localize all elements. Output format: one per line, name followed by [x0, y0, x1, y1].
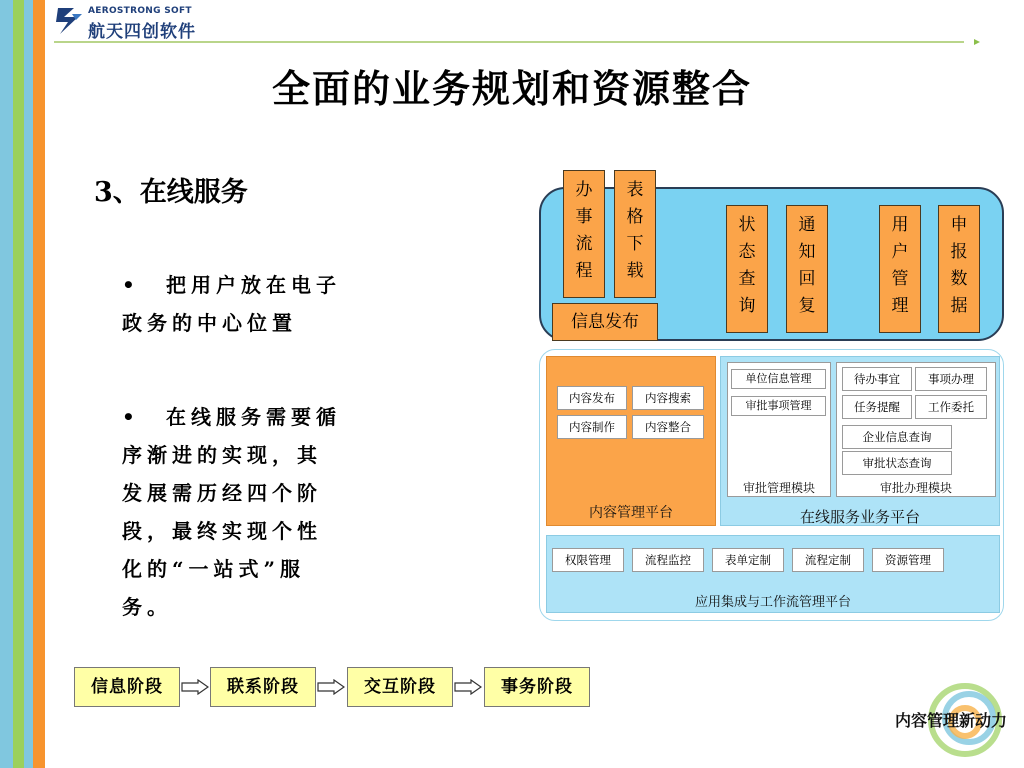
decor-stripe-blue-2: [24, 0, 33, 768]
stage-arrow-icon: [454, 679, 482, 695]
service-item-status-query: 状 态 查 询: [726, 205, 768, 333]
bullet-marker: •: [122, 405, 140, 429]
section-heading: 3、在线服务: [94, 177, 248, 208]
company-logo: [54, 4, 214, 40]
item-processing: 事项办理: [915, 367, 987, 391]
service-item-notice-reply: 通 知 回 复: [786, 205, 828, 333]
approval-handle-label: 审批办理模块: [879, 481, 952, 495]
enterprise-info-query: 企业信息查询: [842, 425, 952, 449]
service-item-report-data: 申 报 数 据: [938, 205, 980, 333]
service-item-form-download: 表 格 下 载: [614, 170, 656, 298]
info-release-box: 信息发布: [552, 303, 658, 341]
logo-icon: [54, 4, 84, 38]
bullet-line: 务。: [122, 595, 172, 619]
logo-en-text: AEROSTRONG SOFT: [88, 6, 192, 16]
bullet-line: 化的“一站式”服: [122, 557, 306, 581]
stage-arrow-icon: [317, 679, 345, 695]
service-item-user-mgmt: 用 户 管 理: [879, 205, 921, 333]
stage-contact: 联系阶段: [210, 667, 316, 707]
page-title: 全面的业务规划和资源整合: [271, 66, 752, 111]
bullet-line: 序渐进的实现，其: [122, 443, 322, 467]
online-platform-label: 在线服务业务平台: [799, 508, 920, 526]
content-mgmt-platform: [546, 356, 716, 526]
resource-mgmt: 资源管理: [872, 548, 944, 572]
process-custom: 流程定制: [792, 548, 864, 572]
decor-stripe-blue-1: [0, 0, 13, 768]
approval-status-query: 审批状态查询: [842, 451, 952, 475]
header-divider: [54, 38, 984, 50]
logo-cn-text: 航天四创软件: [88, 22, 196, 42]
service-item-workflow: 办 事 流 程: [563, 170, 605, 298]
work-delegation: 工作委托: [915, 395, 987, 419]
unit-info-mgmt: 单位信息管理: [731, 369, 826, 389]
content-item-create: 内容制作: [557, 415, 627, 439]
bullet-marker: •: [122, 273, 140, 297]
content-item-search: 内容搜索: [632, 386, 704, 410]
process-monitor: 流程监控: [632, 548, 704, 572]
approval-item-mgmt: 审批事项管理: [731, 396, 826, 416]
stage-transaction: 事务阶段: [484, 667, 590, 707]
bullet-list: [122, 266, 382, 626]
bullet-line: 把用户放在电子: [166, 273, 341, 297]
integration-platform-label: 应用集成与工作流管理平台: [694, 595, 851, 610]
content-item-integrate: 内容整合: [632, 415, 704, 439]
content-platform-label: 内容管理平台: [589, 505, 673, 521]
decor-stripe-white: [45, 0, 48, 768]
form-custom: 表单定制: [712, 548, 784, 572]
decor-stripe-orange: [33, 0, 45, 768]
approval-mgmt-label: 审批管理模块: [742, 481, 815, 495]
stage-info: 信息阶段: [74, 667, 180, 707]
stage-arrow-icon: [181, 679, 209, 695]
permission-mgmt: 权限管理: [552, 548, 624, 572]
bullet-item: [122, 398, 382, 626]
decor-stripe-green: [13, 0, 24, 768]
todo-items: 待办事宜: [842, 367, 912, 391]
bullet-line: 发展需历经四个阶: [122, 481, 322, 505]
task-reminder: 任务提醒: [842, 395, 912, 419]
bullet-item: [122, 266, 382, 342]
stage-interaction: 交互阶段: [347, 667, 453, 707]
bullet-line: 政务的中心位置: [122, 311, 297, 335]
bullet-line: 在线服务需要循: [166, 405, 341, 429]
content-item-publish: 内容发布: [557, 386, 627, 410]
bullet-line: 段，最终实现个性: [122, 519, 322, 543]
footer-brand-text: 内容管理新动力: [895, 711, 1008, 730]
